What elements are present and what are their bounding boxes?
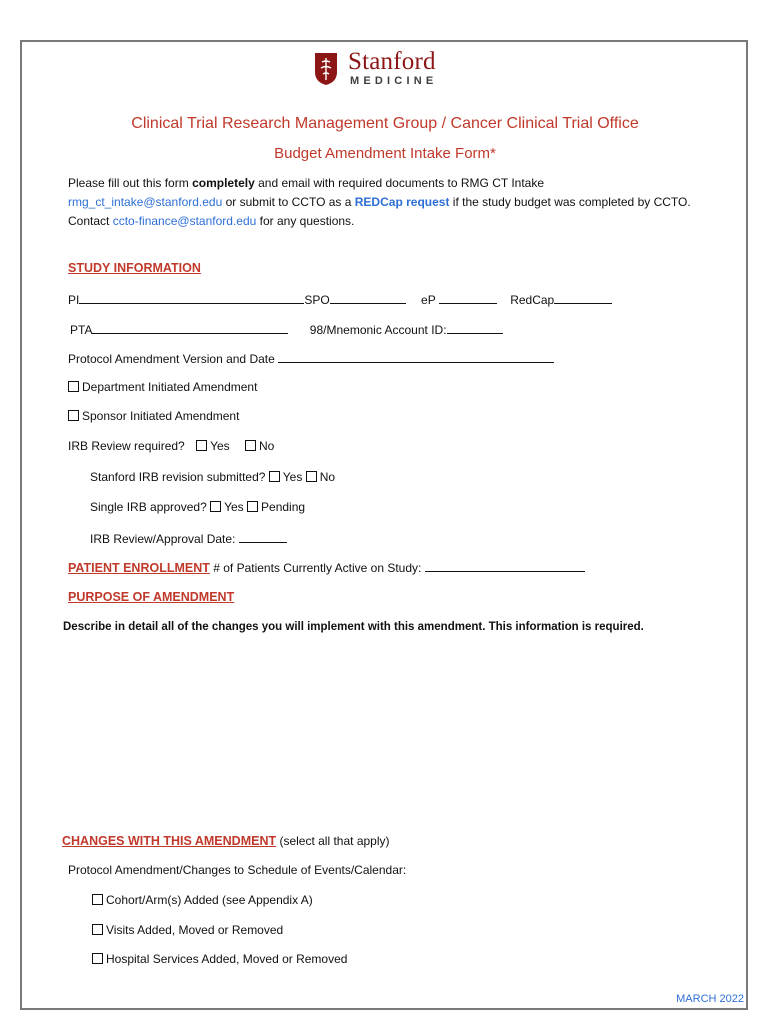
irb-review-yes-checkbox[interactable] bbox=[196, 440, 207, 451]
stanford-shield-icon bbox=[314, 52, 338, 86]
footer-date: MARCH 2022 bbox=[676, 993, 744, 1005]
form-title: Clinical Trial Research Management Group / Cancer Clinical Trial Office bbox=[131, 115, 639, 132]
stanford-irb-no-checkbox[interactable] bbox=[306, 471, 317, 482]
stanford-medicine-logo bbox=[314, 48, 454, 92]
intro-line-3: Contact ccto-finance@stanford.edu for any questions. bbox=[68, 214, 355, 228]
single-irb-row: Single IRB approved? Yes Pending bbox=[90, 500, 306, 514]
mnemonic-account-field[interactable] bbox=[447, 322, 503, 334]
department-amendment-checkbox[interactable] bbox=[68, 381, 79, 392]
hospital-services-checkbox[interactable] bbox=[92, 953, 103, 964]
rmg-email-link[interactable]: rmg_ct_intake@stanford.edu bbox=[68, 195, 223, 209]
cohort-added-checkbox[interactable] bbox=[92, 894, 103, 905]
logo-subtitle: MEDICINE bbox=[350, 75, 438, 87]
sponsor-amendment-checkbox[interactable] bbox=[68, 410, 79, 421]
intro-line-2: rmg_ct_intake@stanford.edu or submit to CCTO as a REDCap request if the study budget was completed by CCTO. bbox=[68, 195, 691, 209]
visits-changed-checkbox[interactable] bbox=[92, 924, 103, 935]
hospital-services-option[interactable]: Hospital Services Added, Moved or Removed bbox=[92, 952, 347, 966]
protocol-version-field[interactable] bbox=[278, 351, 554, 363]
redcap-request-link[interactable]: REDCap request bbox=[354, 195, 450, 209]
pta-row: PTA 98/Mnemonic Account ID: bbox=[70, 322, 503, 337]
single-irb-pending-checkbox[interactable] bbox=[247, 501, 258, 512]
sponsor-amendment-option[interactable]: Sponsor Initiated Amendment bbox=[68, 409, 239, 423]
changes-row: CHANGES WITH THIS AMENDMENT (select all that apply) bbox=[62, 834, 390, 848]
pi-field[interactable] bbox=[79, 292, 304, 304]
irb-review-row: IRB Review required? Yes No bbox=[68, 439, 275, 453]
irb-review-no-checkbox[interactable] bbox=[245, 440, 256, 451]
purpose-description-area[interactable] bbox=[63, 645, 713, 820]
visits-changed-option[interactable]: Visits Added, Moved or Removed bbox=[92, 923, 283, 937]
ep-field[interactable] bbox=[439, 292, 497, 304]
pi-row: PI SPO eP RedCap bbox=[68, 292, 612, 307]
emphasis-completely: completely bbox=[192, 176, 255, 190]
logo-wordmark: Stanford bbox=[348, 48, 436, 75]
spo-field[interactable] bbox=[330, 292, 406, 304]
form-subtitle: Budget Amendment Intake Form* bbox=[274, 145, 496, 162]
intro-line-1: Please fill out this form completely and email with required documents to RMG CT Intake bbox=[68, 176, 545, 190]
patient-enrollment-heading: PATIENT ENROLLMENT bbox=[68, 561, 210, 575]
purpose-heading: PURPOSE OF AMENDMENT bbox=[68, 590, 235, 604]
protocol-changes-label: Protocol Amendment/Changes to Schedule of Events/Calendar: bbox=[68, 863, 407, 877]
purpose-instruction: Describe in detail all of the changes you will implement with this amendment. This information is required. bbox=[63, 621, 644, 633]
protocol-version-row: Protocol Amendment Version and Date bbox=[68, 351, 554, 366]
cohort-added-option[interactable]: Cohort/Arm(s) Added (see Appendix A) bbox=[92, 893, 313, 907]
study-information-heading: STUDY INFORMATION bbox=[68, 261, 201, 275]
single-irb-yes-checkbox[interactable] bbox=[210, 501, 221, 512]
patient-enrollment-row: PATIENT ENROLLMENT # of Patients Currently Active on Study: bbox=[68, 560, 585, 575]
active-patients-field[interactable] bbox=[425, 560, 585, 572]
ccto-finance-email-link[interactable]: ccto-finance@stanford.edu bbox=[112, 214, 257, 228]
redcap-field[interactable] bbox=[554, 292, 612, 304]
pta-field[interactable] bbox=[92, 322, 288, 334]
irb-date-row: IRB Review/Approval Date: bbox=[90, 531, 287, 546]
stanford-irb-yes-checkbox[interactable] bbox=[269, 471, 280, 482]
irb-date-field[interactable] bbox=[239, 531, 287, 543]
changes-heading: CHANGES WITH THIS AMENDMENT bbox=[62, 834, 277, 848]
stanford-irb-row: Stanford IRB revision submitted? Yes No bbox=[90, 470, 336, 484]
department-amendment-option[interactable]: Department Initiated Amendment bbox=[68, 380, 257, 394]
